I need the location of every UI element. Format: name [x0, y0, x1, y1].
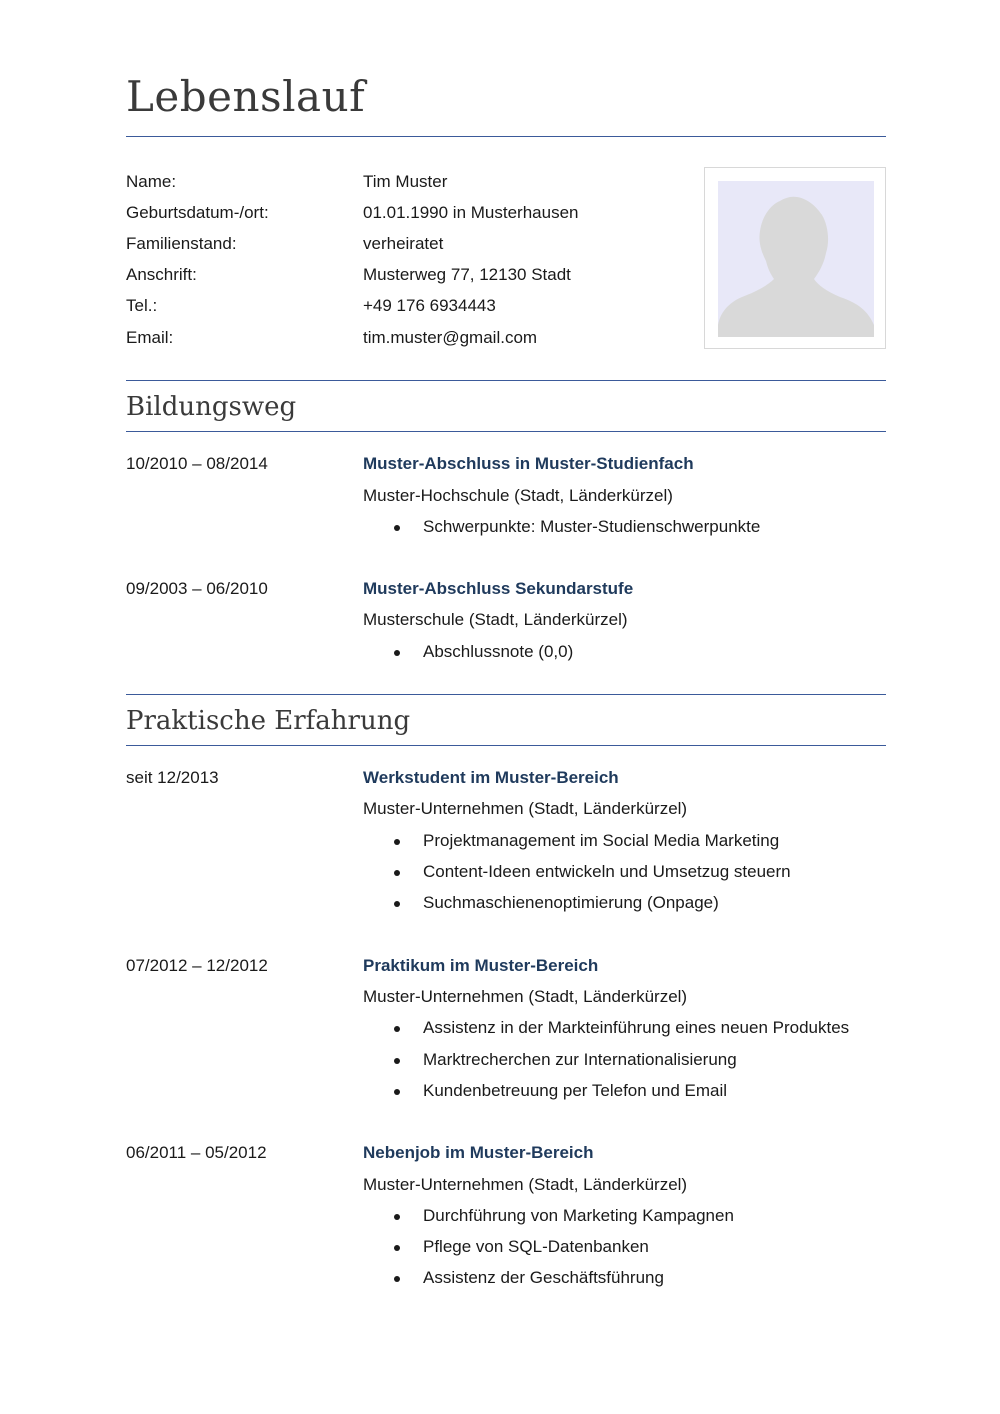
- personal-label: Anschrift:: [126, 265, 197, 284]
- entry-heading: Werkstudent im Muster-Bereich: [363, 768, 619, 787]
- section-title-education: Bildungsweg: [126, 392, 297, 422]
- entry-date: 10/2010 – 08/2014: [126, 454, 268, 473]
- entry-date: seit 12/2013: [126, 768, 219, 787]
- section-divider: [126, 694, 886, 695]
- list-item: Durchführung von Marketing Kampagnen: [423, 1206, 734, 1225]
- personal-label: Geburtsdatum-/ort:: [126, 203, 269, 222]
- section-title-experience: Praktische Erfahrung: [126, 706, 411, 736]
- entry-date: 09/2003 – 06/2010: [126, 579, 268, 598]
- entry-date: 07/2012 – 12/2012: [126, 956, 268, 975]
- list-item: Assistenz der Geschäftsführung: [423, 1268, 664, 1287]
- section-divider: [126, 431, 886, 432]
- personal-value: tim.muster@gmail.com: [363, 328, 538, 347]
- list-item: Marktrecherchen zur Internationalisierung: [423, 1050, 737, 1069]
- entry-heading: Muster-Abschluss in Muster-Studienfach: [363, 454, 694, 473]
- list-item: Suchmaschienenoptimierung (Onpage): [423, 893, 719, 912]
- list-item: Kundenbetreuung per Telefon und Email: [423, 1081, 728, 1100]
- entry-institution: Musterschule (Stadt, Länderkürzel): [363, 610, 628, 629]
- personal-value: Tim Muster: [363, 172, 448, 191]
- list-item: Projektmanagement im Social Media Marketing: [423, 831, 780, 850]
- entry-heading: Nebenjob im Muster-Bereich: [363, 1143, 594, 1162]
- section-divider: [126, 745, 886, 746]
- list-item: Assistenz in der Markteinführung eines neuen Produktes: [423, 1018, 850, 1037]
- personal-value: +49 176 6934443: [363, 296, 496, 315]
- entry-heading: Praktikum im Muster-Bereich: [363, 956, 599, 975]
- personal-label: Email:: [126, 328, 174, 347]
- personal-value: Musterweg 77, 12130 Stadt: [363, 265, 571, 284]
- entry-institution: Muster-Hochschule (Stadt, Länderkürzel): [363, 486, 673, 505]
- title-divider: [126, 136, 886, 137]
- entry-heading: Muster-Abschluss Sekundarstufe: [363, 579, 634, 598]
- document-title: Lebenslauf: [126, 72, 366, 121]
- personal-label: Name:: [126, 172, 177, 191]
- entry-date: 06/2011 – 05/2012: [126, 1143, 267, 1162]
- list-item: Schwerpunkte: Muster-Studienschwerpunkte: [423, 517, 761, 536]
- list-item: Content-Ideen entwickeln und Umsetzug steuern: [423, 862, 791, 881]
- list-item: Pflege von SQL-Datenbanken: [423, 1237, 649, 1256]
- personal-label: Tel.:: [126, 296, 158, 315]
- list-item: Abschlussnote (0,0): [423, 642, 574, 661]
- section-divider: [126, 380, 886, 381]
- personal-label: Familienstand:: [126, 234, 237, 253]
- profile-photo: [704, 167, 886, 349]
- person-silhouette-icon: [718, 181, 874, 337]
- entry-institution: Muster-Unternehmen (Stadt, Länderkürzel): [363, 799, 688, 818]
- entry-institution: Muster-Unternehmen (Stadt, Länderkürzel): [363, 987, 688, 1006]
- personal-value: 01.01.1990 in Musterhausen: [363, 203, 579, 222]
- entry-institution: Muster-Unternehmen (Stadt, Länderkürzel): [363, 1175, 688, 1194]
- personal-value: verheiratet: [363, 234, 444, 253]
